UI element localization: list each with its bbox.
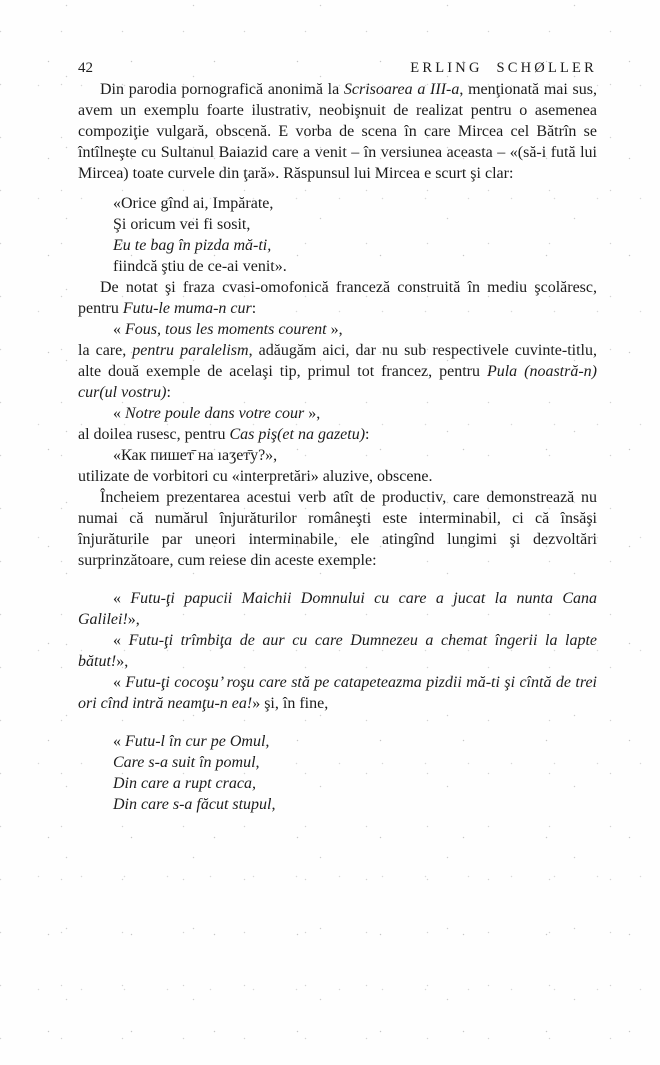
- example-curse-2: « Futu-ţi trîmbiţa de aur cu care Dumnezeu a chemat îngerii la lapte bătut!»,: [78, 632, 598, 670]
- running-header: [78, 58, 597, 79]
- example-curse-1: « Futu-ţi papucii Maichii Domnului cu care a jucat la nunta Cana Galilei!»,: [78, 590, 598, 628]
- quote-french-1: « Fous, tous les moments courent »,: [113, 321, 343, 338]
- paragraph-conclusion: Încheiem prezentarea acestui verb atît de productiv, care demonstrează nu numai că numărul înjurăturilor româneşti este interminabil, ci că însăşi înjurăturile par uneori interminabile, ele atingînd lungimi şi dezvoltări surprinzătoare, cum reiese din aceste exemple:: [78, 489, 597, 569]
- verse-line: Din care a rupt craca,: [113, 775, 256, 792]
- example-curse-3: « Futu-ţi cocoşu’ roşu care stă pe catapeteazma pizdii mă-ti şi cîntă de trei ori cînd intră neamţu-n ea!» şi, în fine,: [78, 674, 598, 712]
- verse-line: fiindcă ştiu de ce-ai venit».: [113, 258, 287, 275]
- verse-mircea-reply: [113, 193, 597, 277]
- quote-french-2: « Notre poule dans votre cour »,: [113, 405, 321, 422]
- page-number: 42: [78, 60, 93, 76]
- paragraph-usage-note: utilizate de vorbitori cu «interpretări» aluzive, obscene.: [78, 468, 433, 485]
- verse-line: Eu te bag în pizda mă-ti,: [113, 237, 272, 254]
- verse-line: Care s-a suit în pomul,: [113, 754, 260, 771]
- quote-russian: «Как пишет̄ на ıаӡет̄у?»,: [113, 447, 278, 464]
- running-header-author: ERLING SCHØLLER: [410, 60, 597, 76]
- verse-line: « Futu-l în cur pe Omul,: [113, 733, 270, 750]
- paragraph-intro: Din parodia pornografică anonimă la Scrisoarea a III-a, menţionată mai sus, avem un exemplu foarte ilustrativ, neobişnuit de realizat pentru o asemenea compoziţie vulgară, obscenă. E vorba de scena în care Mircea cel Bătrîn se întîlneşte cu Sultanul Baiazid care a venit – în versiunea aceasta – «(să-i fută lui Mircea) toate curvele din ţară». Răspunsul lui Mircea e scurt şi clar:: [78, 81, 598, 182]
- verse-line: Şi oricum vei fi sosit,: [113, 216, 251, 233]
- paragraph-russian-note: al doilea rusesc, pentru Cas piş(et na gazetu):: [78, 426, 370, 443]
- verse-line: Din care s-a făcut stupul,: [113, 796, 276, 813]
- paragraph-french-note: De notat şi fraza cvasi-omofonică franceză construită în mediu şcolăresc, pentru Futu-le muma-n cur:: [78, 279, 597, 317]
- verse-line: «Orice gînd ai, Impărate,: [113, 195, 274, 212]
- paragraph-parallelism: la care, pentru paralelism, adăugăm aici, dar nu sub respectivele cuvinte-titlu, alte două exemple de acelaşi tip, primul tot francez, pentru Pula (noastră-n) cur(ul vostru):: [78, 342, 598, 401]
- verse-final: [113, 731, 597, 815]
- examples-group: [78, 588, 597, 714]
